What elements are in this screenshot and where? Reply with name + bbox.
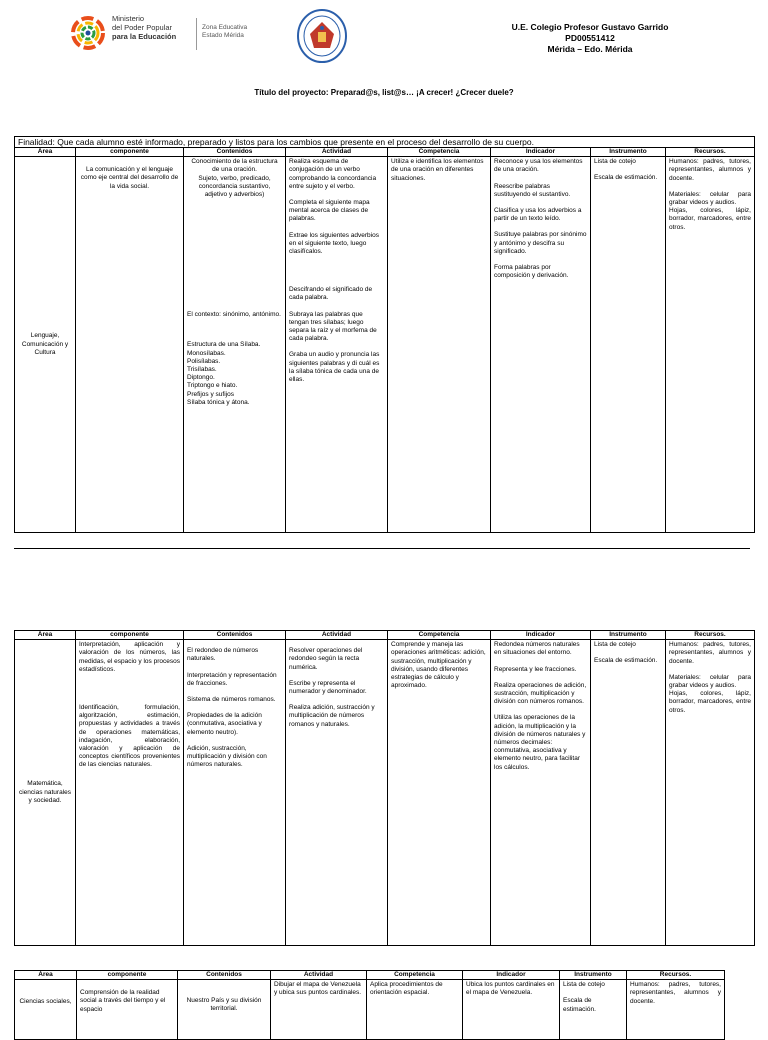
indicador-cell [491, 157, 591, 533]
area-cell: Ciencias sociales, [15, 980, 77, 1040]
competencia-cell: Comprende y maneja las operaciones aritméticas: adición, sustracción, multiplicación y división, usando diferentes estrategias de cálculo y aproximado. [388, 640, 491, 946]
school-name: U.E. Colegio Profesor Gustavo Garrido [511, 22, 669, 32]
indicador-item: Utiliza las operaciones de la adición, la multiplicación y la división de números naturales y números decimales: conmutativa, asociativa y elemento neutro, para facilitar los cálculos. [494, 714, 586, 771]
actividad-item: Descifrando el significado de cada palabra. [289, 286, 373, 302]
col-actividad: Actividad [271, 971, 367, 980]
ministry-line-1: Ministerio [112, 14, 145, 23]
competencia-cell: Utiliza e identifica los elementos de una oración en diferentes situaciones. [388, 157, 491, 533]
contenidos-item: Interpretación y representación de fracciones. [187, 671, 277, 687]
indicador-item: Forma palabras por composición y derivación. [494, 264, 569, 280]
col-contenidos: Contenidos [184, 148, 286, 157]
col-area: Área [15, 971, 77, 980]
recursos-cell: Humanos: padres, tutores, representantes, alumnos y docente. [627, 980, 725, 1040]
col-indicador: Indicador [491, 631, 591, 640]
school-location: Mérida – Edo. Mérida [547, 44, 633, 54]
col-componente: componente [76, 148, 184, 157]
spacer [187, 199, 282, 311]
table-row [15, 640, 755, 946]
col-componente: componente [76, 631, 184, 640]
actividad-item: Resolver operaciones del redondeo según la recta numérica. [289, 647, 363, 671]
col-competencia: Competencia [367, 971, 463, 980]
recursos-item: Humanos: padres, tutores, representantes, alumnos y docente. [669, 641, 751, 665]
indicador-item: Realiza operaciones de adición, sustracción, multiplicación y división con números romanos. [494, 681, 587, 706]
componente-text: La comunicación y el lenguaje como eje central del desarrollo de la vida social. [80, 166, 179, 190]
indicador-item: Sustituye palabras por sinónimo y antónimo y descifra su significado. [494, 231, 587, 255]
col-recursos: Recursos. [627, 971, 725, 980]
ministry-emblem-icon [70, 12, 106, 54]
actividad-item: Subraya las palabras que tengan tres sílabas; luego separa la raíz y el morfema de cada palabra. [289, 310, 377, 343]
ministry-name [112, 14, 194, 41]
indicador-item: Representa y lee fracciones. [494, 665, 577, 673]
actividad-item: Completa el siguiente mapa mental acerca de clases de palabras. [289, 199, 370, 223]
col-indicador: Indicador [463, 971, 560, 980]
indicador-item: Reconoce y usa los elementos de una oración. [494, 158, 583, 174]
col-indicador: Indicador [491, 148, 591, 157]
componente-item: Interpretación, aplicación y valoración de los números, las medidas, el espacio y los procesos estadísticos. [79, 641, 180, 673]
instrumento-item: Escala de estimación. [594, 174, 658, 182]
col-instrumento: Instrumento [591, 148, 666, 157]
finalidad: Finalidad: Que cada alumno esté informado, preparado y listos para los cambios que presente en el proceso del desarrollo de su cuerpo. [14, 136, 755, 147]
zona-line-2: Estado Mérida [202, 32, 244, 39]
indicador-item: Clasifica y usa los adverbios a partir de un texto leído. [494, 207, 582, 223]
col-instrumento: Instrumento [591, 631, 666, 640]
actividad-item: Realiza adición, sustracción y multiplicación de números romanos y naturales. [289, 704, 375, 728]
school-code: PD00551412 [565, 33, 615, 43]
contenidos-item: Estructura de una Sílaba. Monosílabas. Polisílabas. Trisílabas. Diptongo. Triptongo e hiato. Prefijos y sufijos Sílaba tónica y átona. [187, 341, 261, 406]
col-contenidos: Contenidos [178, 971, 271, 980]
area-cell: Matemática, ciencias naturales y sociedad. [15, 640, 76, 946]
section-divider [14, 548, 750, 549]
actividad-item: Realiza esquema de conjugación de un verbo comprobando la concordancia entre sujeto y el verbo. [289, 158, 377, 190]
instrumento-item: Escala de estimación. [594, 657, 658, 665]
col-recursos: Recursos. [666, 631, 755, 640]
col-competencia: Competencia [388, 148, 491, 157]
school-header [480, 22, 700, 55]
contenidos-item: Sujeto, verbo, predicado, concordancia sustantivo, adjetivo y adverbios) [198, 174, 271, 199]
instrumento-item: Escala de estimación. [563, 997, 596, 1013]
actividad-cell [286, 157, 388, 533]
contenidos-item: Conocimiento de la estructura de una oración. [191, 158, 278, 174]
componente-text: Comprensión de la realidad social a través del tiempo y el espacio [80, 989, 166, 1013]
col-recursos: Recursos. [666, 148, 755, 157]
project-title: Título del proyecto: Preparad@s, list@s… ¡A crecer! ¿Crecer duele? [254, 88, 514, 97]
recursos-cell [666, 640, 755, 946]
recursos-item: Hojas, colores, lápiz, borrador, marcadores, entre otros. [669, 690, 751, 714]
contenidos-item: Sistema de números romanos. [187, 696, 276, 704]
col-componente: componente [77, 971, 178, 980]
col-actividad: Actividad [286, 631, 388, 640]
contenidos-cell [178, 980, 271, 1040]
indicador-item: Redondea números naturales en situaciones del entorno. [494, 641, 580, 657]
recursos-item: Materiales: celular para grabar videos y audios. [669, 673, 751, 690]
recursos-item: Humanos: padres, tutores, representantes, alumnos y docente. [669, 158, 751, 182]
zona-educativa [202, 24, 262, 40]
col-contenidos: Contenidos [184, 631, 286, 640]
recursos-item: Hojas, colores, lápiz, borrador, marcadores, entre otros. [669, 207, 751, 231]
col-actividad: Actividad [286, 148, 388, 157]
instrumento-item: Lista de cotejo [563, 981, 605, 989]
ministry-line-2: del Poder Popular [112, 23, 173, 32]
planning-table-lenguaje [14, 147, 755, 533]
col-competencia: Competencia [388, 631, 491, 640]
recursos-cell [666, 157, 755, 533]
instrumento-cell [591, 157, 666, 533]
zona-line-1: Zona Educativa [202, 24, 248, 31]
componente-cell [76, 640, 184, 946]
actividad-cell: Dibujar el mapa de Venezuela y ubica sus puntos cardinales. [271, 980, 367, 1040]
actividad-item: Graba un audio y pronuncia las siguientes palabras y di cuál es la sílaba tónica de cada una de ellas. [289, 351, 380, 384]
ministry-logo [70, 10, 248, 58]
contenidos-text: Nuestro País y su división territorial. [186, 997, 262, 1013]
instrumento-item: Lista de cotejo [594, 158, 636, 166]
componente-item: Identificación, formulación, algoritzación, estimación, propuestas y actividades a través de operaciones matemáticas, indagación, elaboración, valoración y aplicación de conceptos científicos provenientes de las ciencias naturales. [79, 704, 180, 769]
componente-cell [76, 157, 184, 533]
school-seal-icon [296, 8, 348, 64]
recursos-item: Materiales: celular para grabar videos y audios. [669, 190, 751, 207]
contenidos-cell [184, 157, 286, 533]
componente-cell [77, 980, 178, 1040]
contenidos-cell [184, 640, 286, 946]
planning-table-sociales [14, 970, 725, 1040]
table-row [15, 980, 725, 1040]
col-area: Área [15, 631, 76, 640]
area-cell: Lenguaje, Comunicación y Cultura [15, 157, 76, 533]
ministry-line-3: para la Educación [112, 32, 177, 41]
contenidos-item: Propiedades de la adición (conmutativa, asociativa y elemento neutro). [187, 712, 262, 736]
indicador-cell [491, 640, 591, 946]
actividad-item: Escribe y representa el numerador y denominador. [289, 679, 367, 696]
contenidos-item: El redondeo de números naturales. [187, 647, 259, 663]
indicador-cell: Ubica los puntos cardinales en el mapa de Venezuela. [463, 980, 560, 1040]
actividad-cell [286, 640, 388, 946]
contenidos-item: El contexto: sinónimo, antónimo. [187, 311, 281, 319]
indicador-item: Reescribe palabras sustituyendo el sustantivo. [494, 182, 571, 198]
instrumento-item: Lista de cotejo [594, 641, 636, 649]
col-instrumento: Instrumento [560, 971, 627, 980]
instrumento-cell [591, 640, 666, 946]
logo-separator [196, 18, 197, 50]
planning-table-matematica [14, 630, 755, 946]
actividad-item: Extrae los siguientes adverbios en el siguiente texto, luego clasifícalos. [289, 231, 379, 256]
table-row [15, 157, 755, 533]
contenidos-item: Adición, sustracción, multiplicación y división con números naturales. [187, 744, 267, 769]
col-area: Área [15, 148, 76, 157]
instrumento-cell [560, 980, 627, 1040]
competencia-cell: Aplica procedimientos de orientación espacial. [367, 980, 463, 1040]
